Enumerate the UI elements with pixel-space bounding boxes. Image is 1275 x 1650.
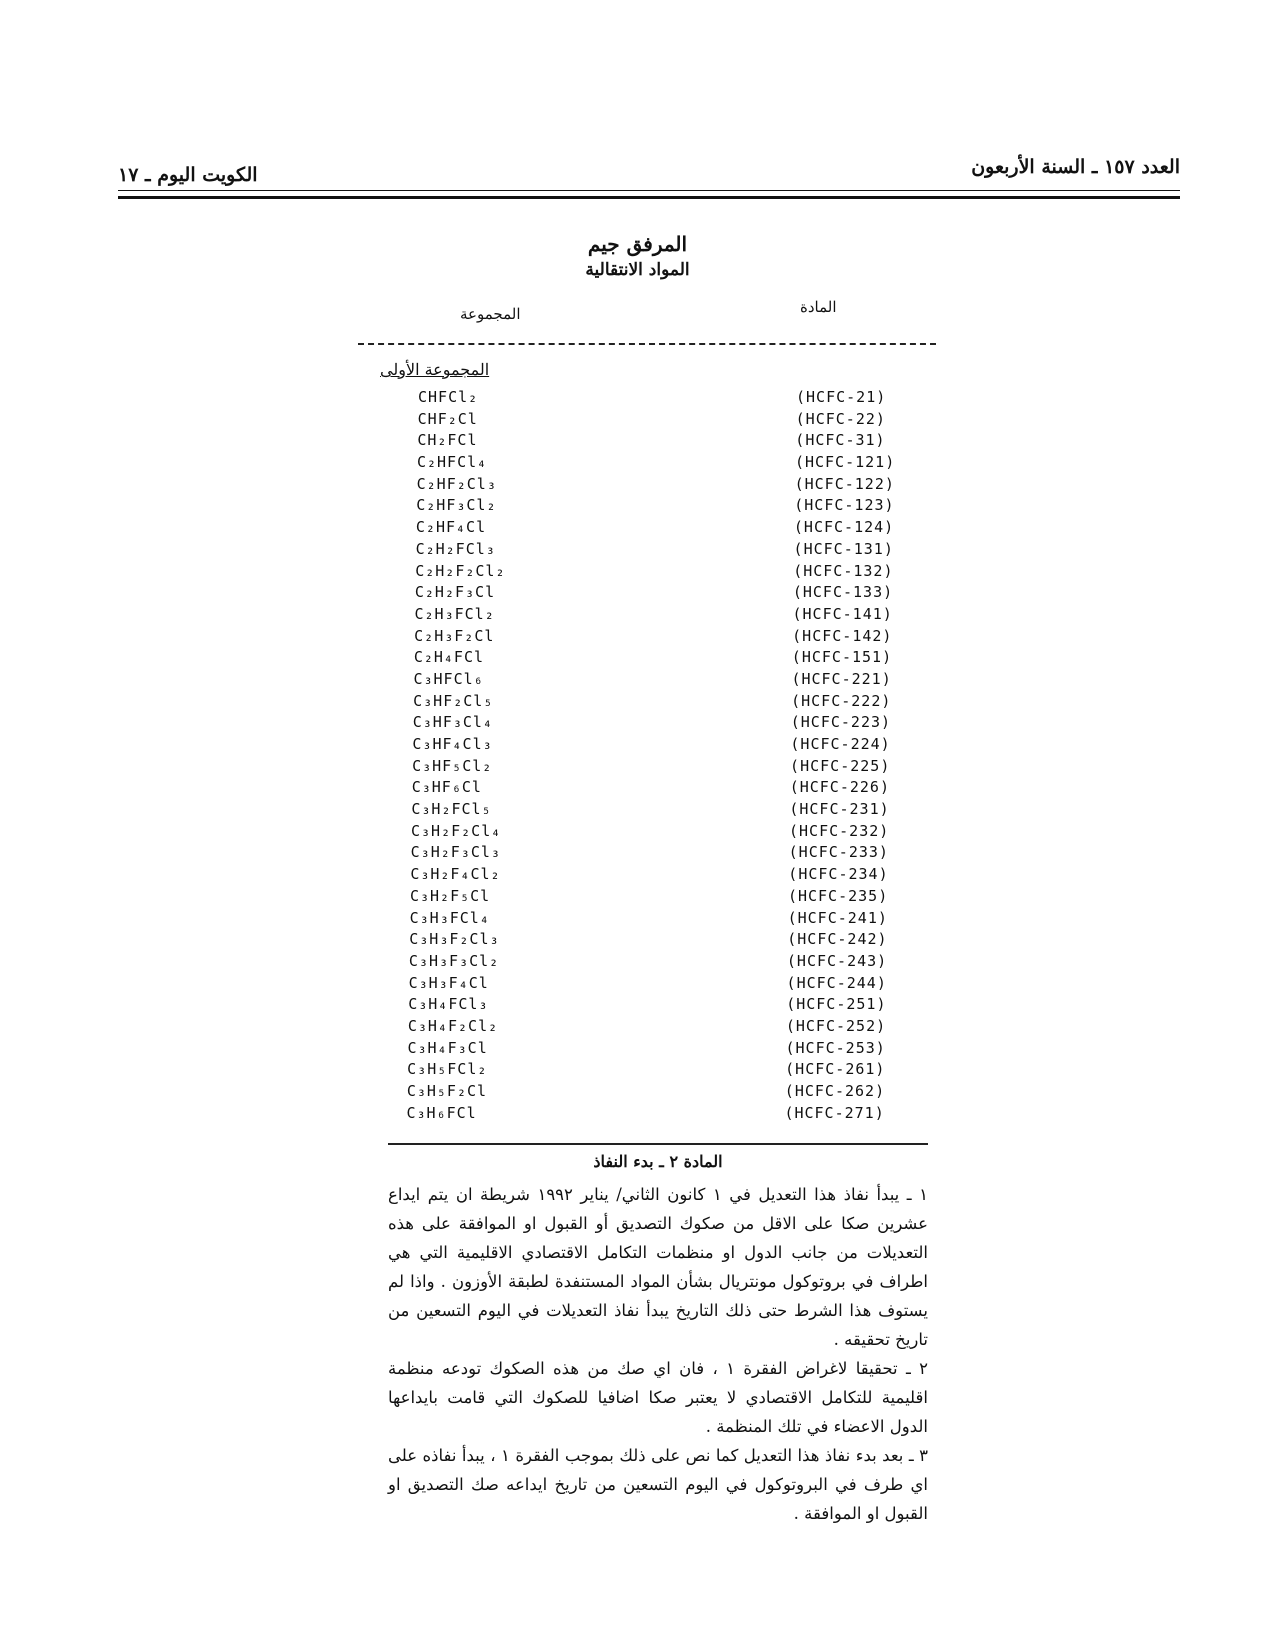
- issue-number: العدد ١٥٧ ـ السنة الأربعون: [971, 156, 1180, 178]
- article-title: المادة ٢ ـ بدء النفاذ: [593, 1152, 723, 1171]
- column-header-substance: المادة: [800, 298, 837, 316]
- substance-code: (HCFC-242): [787, 930, 888, 949]
- substance-code: (HCFC-142): [792, 626, 893, 645]
- chemical-formula: C₃H₂F₄Cl₂: [410, 865, 501, 884]
- substance-code: (HCFC-22): [795, 409, 886, 428]
- table-row: [415, 518, 938, 540]
- substance-code: (HCFC-243): [786, 951, 888, 970]
- chemical-formula: C₃H₂F₂Cl₄: [411, 821, 502, 840]
- substance-code: (HCFC-261): [785, 1060, 886, 1079]
- substance-code: (HCFC-231): [789, 800, 890, 819]
- chemical-formula: C₃HF₄Cl₃: [412, 735, 493, 753]
- table-row: [408, 951, 938, 974]
- chemical-formula: C₂HF₂Cl₃: [416, 474, 497, 493]
- group-label: المجموعة الأولى: [380, 360, 490, 379]
- chemical-formula: C₃H₃F₄Cl: [408, 973, 489, 992]
- table-row: [409, 908, 938, 931]
- substance-code: (HCFC-141): [792, 604, 893, 623]
- header-rule-thick: [118, 196, 1180, 199]
- substance-code: (HCFC-252): [785, 1016, 887, 1035]
- substance-code: (HCFC-123): [794, 496, 895, 515]
- chemical-formula: C₂H₃FCl₂: [414, 604, 495, 623]
- chemical-formula: C₃H₄FCl₃: [408, 995, 489, 1014]
- article-paragraph-1: ١ ـ يبدأ نفاذ هذا التعديل في ١ كانون الثاني/ يناير ١٩٩٢ شريطة ان يتم ايداع عشرين صكا على الاقل من صكوك التصديق أو القبول او الموافقة على هذه التعديلات من جانب الدول او منظمات التكامل الاقتصادي الاقليمية التي هي اطراف في بروتوكول مونتريال بشأن المواد المستنفدة لطبقة الأوزون . واذا لم يستوف هذا الشرط حتى ذلك التاريخ يبدأ نفاذ التعديلات في اليوم التسعين من تاريخ تحقيقه .: [388, 1185, 928, 1349]
- substance-code: (HCFC-221): [791, 669, 892, 688]
- table-row: [414, 626, 938, 649]
- article-body: [388, 1180, 928, 1528]
- chemical-formula: C₃H₅FCl₂: [407, 1060, 488, 1079]
- annex-title: المرفق جيم: [587, 232, 688, 256]
- chemical-formula: C₃H₂F₅Cl: [409, 886, 491, 905]
- chemical-formula: C₃HF₃Cl₄: [412, 713, 493, 732]
- substance-list: [406, 388, 938, 1125]
- header-rule-thin: [118, 190, 1180, 191]
- table-row: [406, 1082, 938, 1104]
- chemical-formula: C₃HF₆Cl: [411, 778, 482, 797]
- table-row: [413, 669, 938, 692]
- substance-code: (HCFC-271): [784, 1103, 885, 1122]
- chemical-formula: C₃H₃FCl₄: [409, 908, 490, 927]
- table-row: [412, 735, 938, 757]
- substance-code: (HCFC-234): [788, 865, 889, 884]
- table-row: [415, 561, 938, 584]
- chemical-formula: CHF₂Cl: [417, 409, 478, 428]
- chemical-formula: C₃H₄F₂Cl₂: [407, 1016, 499, 1035]
- table-row: [408, 995, 938, 1017]
- substance-code: (HCFC-244): [786, 973, 887, 992]
- table-row: [412, 713, 938, 735]
- table-row: [418, 388, 938, 410]
- table-row: [418, 496, 938, 518]
- chemical-formula: C₃HFCl₆: [413, 669, 484, 688]
- substance-code: (HCFC-222): [791, 691, 892, 710]
- chemical-formula: C₂H₃F₂Cl: [414, 626, 495, 645]
- substance-code: (HCFC-133): [792, 583, 894, 602]
- table-row: [413, 648, 938, 670]
- table-row: [410, 843, 938, 865]
- column-header-group: المجموعة: [460, 305, 521, 323]
- substance-code: (HCFC-226): [789, 778, 890, 797]
- table-row: [413, 691, 938, 714]
- chemical-formula: C₂H₂F₂Cl₂: [415, 561, 506, 580]
- chemical-formula: C₂HFCl₄: [416, 453, 488, 472]
- table-row: [415, 539, 938, 562]
- table-row: [409, 930, 938, 952]
- substance-code: (HCFC-122): [794, 474, 895, 493]
- table-row: [418, 410, 938, 432]
- chemical-formula: C₂H₂F₃Cl: [414, 583, 496, 602]
- chemical-formula: CHFCl₂: [418, 388, 479, 406]
- table-row: [414, 583, 938, 605]
- table-row: [407, 1060, 938, 1082]
- substance-code: (HCFC-235): [787, 886, 889, 905]
- table-row: [408, 973, 938, 996]
- chemical-formula: C₃HF₂Cl₅: [413, 691, 494, 710]
- chemical-formula: C₃H₆FCl: [406, 1103, 477, 1122]
- substance-code: (HCFC-224): [790, 735, 891, 753]
- table-row: [412, 756, 938, 779]
- substance-code: (HCFC-131): [793, 539, 894, 558]
- chemical-formula: C₂HF₃Cl₂: [416, 496, 497, 515]
- newspaper-name: الكويت اليوم ـ ١٧: [118, 164, 258, 186]
- substance-code: (HCFC-232): [789, 821, 890, 840]
- page-header: [118, 150, 1180, 200]
- table-row: [411, 778, 938, 800]
- substance-code: (HCFC-124): [793, 518, 895, 537]
- substance-code: (HCFC-21): [796, 388, 887, 406]
- chemical-formula: C₂HF₄Cl: [415, 518, 487, 537]
- table-row: [418, 431, 938, 453]
- substance-code: (HCFC-262): [784, 1082, 886, 1100]
- table-row: [410, 865, 938, 887]
- annex-subtitle: المواد الانتقالية: [585, 260, 690, 280]
- chemical-formula: C₃H₃F₂Cl₃: [409, 930, 500, 949]
- table-row: [418, 453, 938, 475]
- chemical-formula: C₃H₃F₃Cl₂: [408, 951, 500, 970]
- article-paragraph-3: ٣ ـ بعد بدء نفاذ هذا التعديل كما نص على ذلك بموجب الفقرة ١ ، يبدأ نفاذه على اي طرف في البروتوكول في اليوم التسعين من تاريخ ايداعه صك التصديق او القبول او الموافقة .: [388, 1446, 929, 1523]
- chemical-formula: C₃H₂FCl₅: [411, 800, 492, 819]
- table-row: [407, 1038, 938, 1061]
- chemical-formula: C₃H₂F₃Cl₃: [410, 843, 501, 862]
- chemical-formula: C₃HF₅Cl₂: [412, 756, 493, 775]
- substance-code: (HCFC-223): [790, 713, 892, 732]
- table-bottom-rule: [388, 1143, 928, 1145]
- chemical-formula: C₃H₅F₂Cl: [406, 1082, 488, 1100]
- table-row: [411, 821, 938, 844]
- substance-code: (HCFC-225): [790, 756, 891, 775]
- substance-code: (HCFC-251): [786, 995, 887, 1014]
- chemical-formula: C₂H₄FCl: [413, 648, 485, 667]
- table-row: [414, 604, 938, 627]
- substance-code: (HCFC-121): [794, 453, 896, 472]
- chemical-formula: C₂H₂FCl₃: [415, 539, 496, 558]
- substance-code: (HCFC-253): [785, 1038, 886, 1057]
- table-row: [406, 1103, 938, 1126]
- chemical-formula: CH₂FCl: [417, 431, 478, 450]
- substance-code: (HCFC-31): [795, 431, 886, 450]
- substance-code: (HCFC-233): [788, 843, 889, 862]
- substance-code: (HCFC-151): [791, 648, 893, 667]
- chemical-formula: C₃H₄F₃Cl: [407, 1038, 488, 1057]
- table-header-rule: [358, 343, 936, 345]
- substance-code: (HCFC-241): [787, 908, 888, 927]
- table-row: [411, 800, 938, 822]
- table-row: [418, 475, 938, 497]
- table-row: [409, 886, 938, 909]
- article-paragraph-2: ٢ ـ تحقيقا لاغراض الفقرة ١ ، فان اي صك من هذه الصكوك تودعه منظمة اقليمية للتكامل الاقتصادي لا يعتبر صكا اضافيا للصكوك التي قامت بايداعها الدول الاعضاء في تلك المنظمة .: [388, 1359, 928, 1436]
- table-row: [407, 1016, 938, 1039]
- substance-code: (HCFC-132): [793, 561, 894, 580]
